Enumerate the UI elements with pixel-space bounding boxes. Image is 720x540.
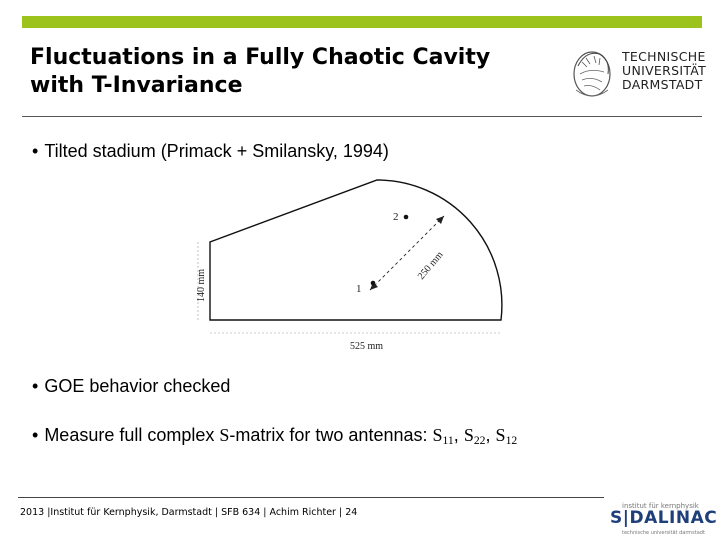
- s11-symbol: [433, 425, 454, 445]
- title-line-2: with T-Invariance: [30, 73, 243, 98]
- bullet-suffix: -matrix for two antennas:: [229, 425, 433, 445]
- accent-bar: [22, 16, 702, 28]
- bullet-dot: •: [32, 141, 39, 161]
- s22-symbol: [464, 425, 486, 445]
- antenna-1-dot: [371, 281, 376, 286]
- bullet-text: Tilted stadium (Primack + Smilansky, 1994): [44, 141, 389, 161]
- slide-title: [30, 44, 550, 100]
- sdalinac-main-text: S|DALINAC: [610, 508, 718, 528]
- s11-subscript: 11: [442, 433, 454, 447]
- header-divider: [22, 116, 702, 117]
- tilted-stadium-diagram: [190, 170, 510, 365]
- antenna-2-label: 2: [393, 211, 399, 223]
- bullet-text: GOE behavior checked: [44, 376, 231, 396]
- logo-text: [622, 50, 706, 92]
- s22-subscript: 22: [473, 433, 486, 447]
- logo-line-2: UNIVERSITÄT: [622, 63, 707, 78]
- bullet-stadium: [32, 141, 389, 162]
- antenna-1-label: 1: [356, 283, 362, 295]
- stadium-figure: [190, 170, 510, 360]
- logo-line-3: DARMSTADT: [622, 77, 703, 92]
- logo-line-1: TECHNISCHE: [622, 49, 706, 64]
- footer-text: 2013 |Institut für Kernphysik, Darmstadt | SFB 634 | Achim Richter | 24: [20, 507, 358, 518]
- antenna-2-dot: [404, 215, 409, 220]
- tu-darmstadt-logo: [566, 44, 714, 102]
- s-matrix-symbol: S: [219, 425, 230, 445]
- width-label: 525 mm: [350, 341, 384, 352]
- sdalinac-top-text: institut für kernphysik: [622, 502, 699, 510]
- bullet-prefix: Measure full complex: [44, 425, 220, 445]
- sdalinac-bottom-text: technische universität darmstadt: [622, 530, 705, 536]
- radius-arrow-head: [436, 216, 444, 224]
- bullet-goe: [32, 376, 230, 397]
- separator-comma: ,: [485, 425, 491, 445]
- height-label: 140 mm: [196, 268, 207, 302]
- stadium-outline: [210, 180, 502, 320]
- radius-label: 250 mm: [415, 249, 446, 282]
- footer-divider: [18, 497, 604, 498]
- separator-comma: ,: [453, 425, 459, 445]
- athena-head-icon: [566, 44, 618, 102]
- s22-letter: S: [463, 425, 474, 445]
- bullet-smatrix: [32, 425, 517, 447]
- bullet-dot: •: [32, 425, 39, 445]
- s12-symbol: [496, 425, 518, 445]
- radius-line: [370, 216, 444, 290]
- bullet-dot: •: [32, 376, 39, 396]
- s12-subscript: 12: [505, 433, 518, 447]
- title-line-1: Fluctuations in a Fully Chaotic Cavity: [30, 45, 491, 70]
- sdalinac-logo: [608, 500, 718, 538]
- s11-letter: S: [432, 425, 443, 445]
- s12-letter: S: [495, 425, 506, 445]
